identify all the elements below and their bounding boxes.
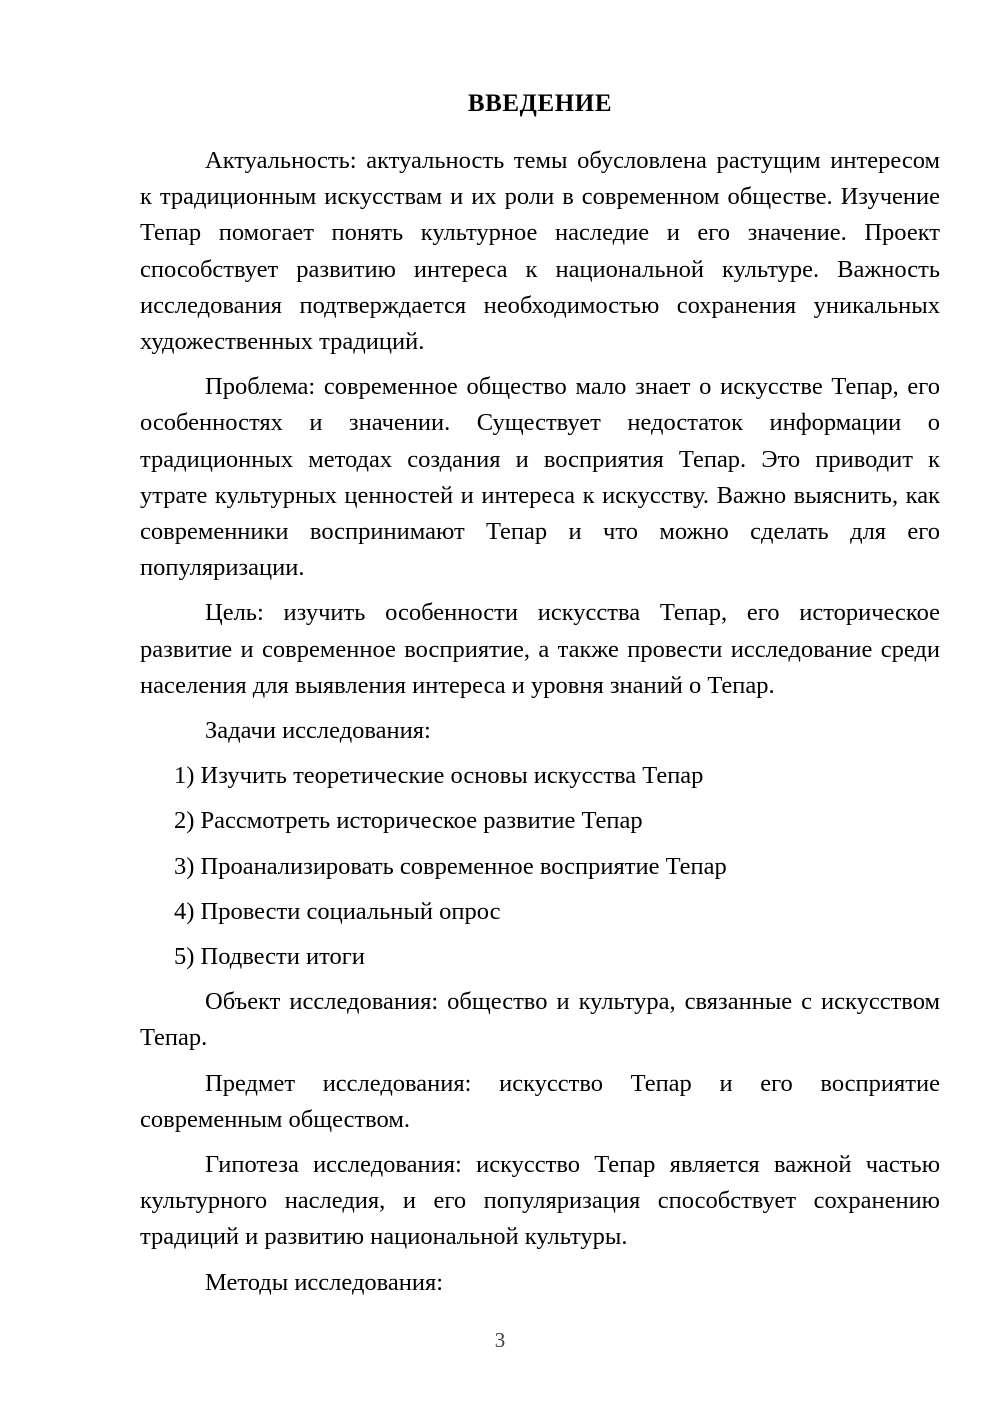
paragraph-relevance: Актуальность: актуальность темы обусловлена растущим интересом к традиционным искусствам и их роли в современном обществе. Изучение Тепар помогает понять культурное наследие и его значение. Проект способствует развитию интереса к национальной культуре. Важность исследования подтверждается необходимостью сохранения уникальных художественных традиций.: [140, 147, 940, 356]
paragraph-object: Объект исследования: общество и культура, связанные с искусством Тепар.: [140, 988, 940, 1052]
list-item: 4) Провести социальный опрос: [174, 897, 501, 925]
list-item: 2) Рассмотреть историческое развитие Тепар: [174, 807, 643, 835]
list-item: 5) Подвести итоги: [174, 943, 365, 971]
document-body: [140, 88, 940, 1310]
methods-heading: Методы исследования:: [205, 1268, 444, 1296]
page-title: ВВЕДЕНИЕ: [467, 90, 613, 117]
paragraph-problem: Проблема: современное общество мало знает о искусстве Тепар, его особенностях и значении. Существует недостаток информации о традиционных методах создания и восприятия Тепар. Это приводит к утрате культурных ценностей и интереса к искусству. Важно выяснить, как современники воспринимают Тепар и что можно сделать для его популяризации.: [140, 373, 940, 582]
tasks-list: [140, 758, 940, 975]
list-item: 1) Изучить теоретические основы искусства Тепар: [174, 762, 704, 790]
tasks-heading: Задачи исследования:: [205, 717, 431, 745]
list-item: 3) Проанализировать современное восприятие Тепар: [174, 852, 727, 880]
paragraph-hypothesis: Гипотеза исследования: искусство Тепар является важной частью культурного наследия, и его популяризация способствует сохранению традиций и развитию национальной культуры.: [140, 1151, 940, 1251]
paragraph-goal: Цель: изучить особенности искусства Тепар, его историческое развитие и современное восприятие, а также провести исследование среди населения для выявления интереса и уровня знаний о Тепар.: [140, 599, 940, 699]
page-number: 3: [494, 1328, 506, 1352]
paragraph-subject: Предмет исследования: искусство Тепар и его восприятие современным обществом.: [140, 1069, 940, 1133]
